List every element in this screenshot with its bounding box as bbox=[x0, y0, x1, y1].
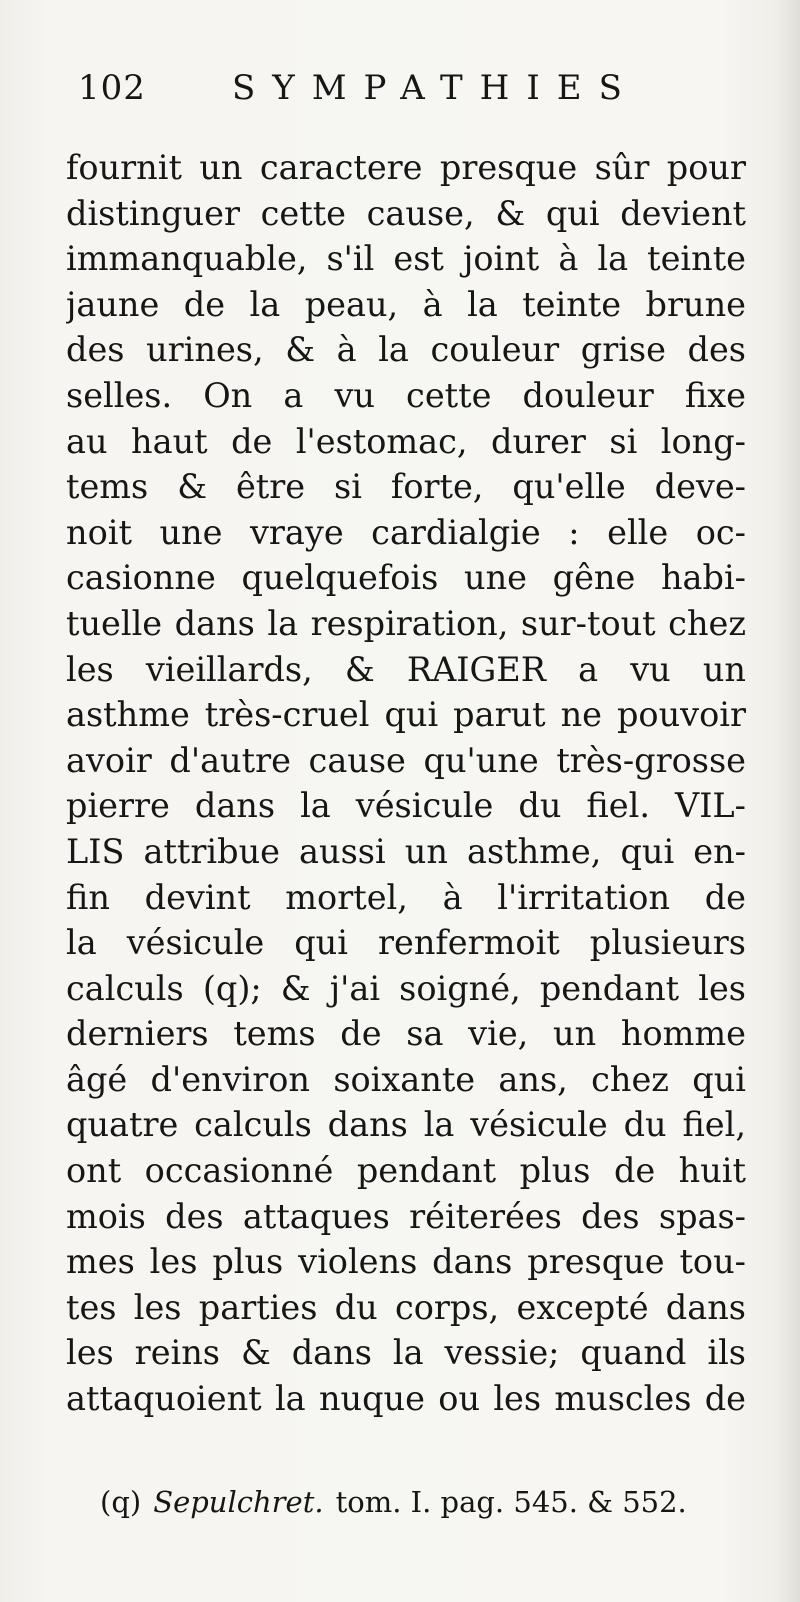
footnote-work-title: Sepulchret. bbox=[153, 1485, 324, 1519]
text-line: les reins & dans la vessie; quand ils bbox=[66, 1333, 746, 1373]
text-line: immanquable, s'il est joint à la teinte bbox=[66, 239, 746, 279]
text-line: des urines, & à la couleur grise des bbox=[66, 330, 746, 370]
page-number: 102 bbox=[78, 68, 146, 108]
text-line: derniers tems de sa vie, un homme bbox=[66, 1014, 746, 1054]
body-text bbox=[66, 145, 746, 1422]
text-line: la vésicule qui renfermoit plusieurs bbox=[66, 923, 746, 963]
footnote-reference: tom. I. pag. 545. & 552. bbox=[335, 1485, 687, 1519]
text-line: pierre dans la vésicule du fiel. VIL- bbox=[66, 786, 746, 826]
page-header bbox=[78, 68, 740, 118]
text-line: quatre calculs dans la vésicule du fiel, bbox=[66, 1105, 746, 1145]
text-line: avoir d'autre cause qu'une très-grosse bbox=[66, 740, 746, 780]
text-line: fournit un caractere presque sûr pour bbox=[66, 148, 746, 187]
text-line: tems & être si forte, qu'elle deve- bbox=[66, 467, 746, 507]
text-line: mois des attaques réiterées des spas- bbox=[66, 1196, 746, 1236]
text-line: tuelle dans la respiration, sur-tout chez bbox=[66, 603, 746, 643]
page-edge-shadow bbox=[778, 0, 800, 1602]
text-line: fin devint mortel, à l'irritation de bbox=[66, 877, 746, 917]
running-title: SYMPATHIES bbox=[232, 68, 639, 108]
text-line: distinguer cette cause, & qui devient bbox=[66, 193, 746, 233]
footnote-mark: (q) bbox=[100, 1485, 142, 1519]
text-line: LIS attribue aussi un asthme, qui en- bbox=[66, 831, 746, 871]
text-line: jaune de la peau, à la teinte brune bbox=[66, 284, 746, 324]
text-line: âgé d'environ soixante ans, chez qui bbox=[66, 1059, 746, 1099]
text-line: attaquoient la nuque ou les muscles de bbox=[66, 1379, 746, 1419]
footnote bbox=[100, 1482, 750, 1522]
text-line: ont occasionné pendant plus de huit bbox=[66, 1151, 746, 1191]
text-line: au haut de l'estomac, durer si long- bbox=[66, 421, 746, 461]
text-line: casionne quelquefois une gêne habi- bbox=[66, 558, 746, 598]
text-line: selles. On a vu cette douleur fixe bbox=[66, 375, 746, 415]
text-line: calculs (q); & j'ai soigné, pendant les bbox=[66, 968, 746, 1008]
text-line: mes les plus violens dans presque tou- bbox=[66, 1242, 746, 1282]
text-line: tes les parties du corps, excepté dans bbox=[66, 1287, 746, 1327]
text-line: asthme très-cruel qui parut ne pouvoir bbox=[66, 695, 746, 735]
text-line: les vieillards, & RAIGER a vu un bbox=[66, 649, 746, 689]
text-line: noit une vraye cardialgie : elle oc- bbox=[66, 512, 746, 552]
